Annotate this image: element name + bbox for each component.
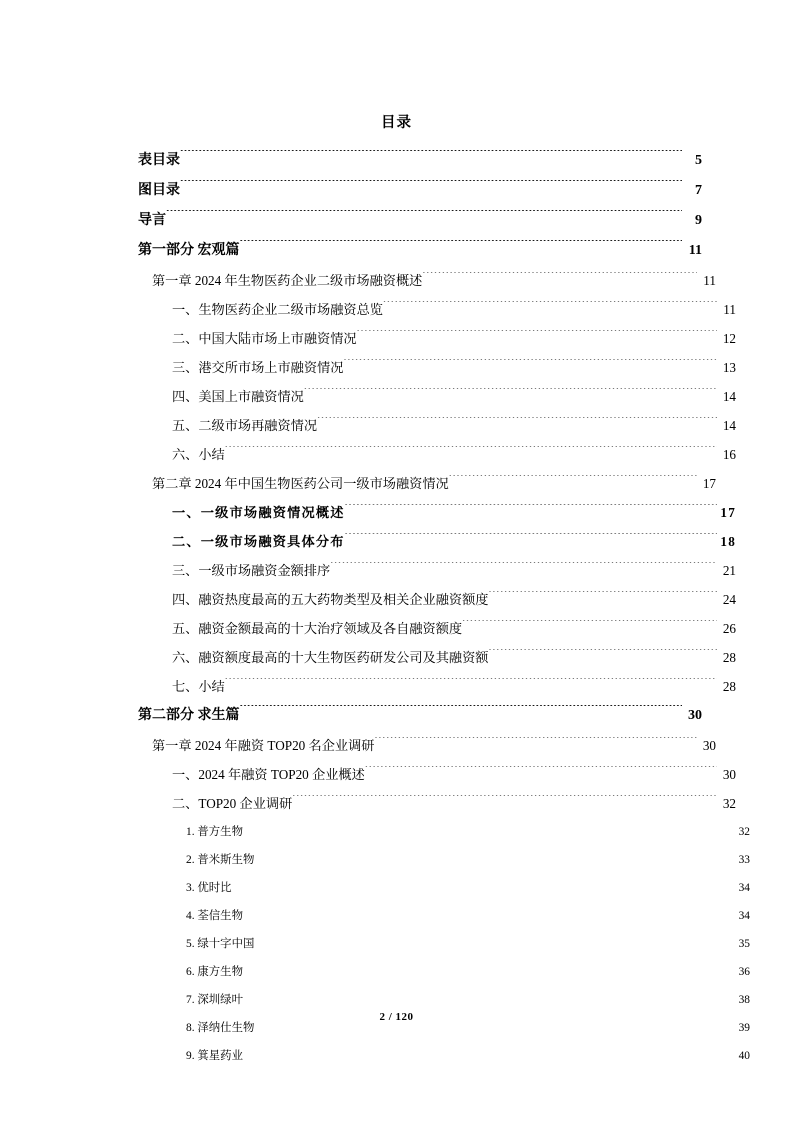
toc-entry-page-number: 28 (722, 679, 736, 694)
toc-entry-page-number: 33 (738, 854, 750, 866)
toc-dot-leader (489, 591, 718, 604)
toc-entry[interactable] (138, 701, 702, 731)
toc-entry-label: 第一部分 宏观篇 (138, 243, 240, 258)
toc-dot-leader (180, 150, 682, 164)
toc-entry-label: 8. 泽纳仕生物 (186, 1022, 255, 1034)
toc-entry-label: 图目录 (138, 183, 180, 198)
toc-entry-page-number: 32 (738, 826, 750, 838)
toc-entry[interactable] (172, 643, 736, 672)
toc-entry[interactable] (172, 440, 736, 469)
toc-entry-label: 六、融资额度最高的十大生物医药研发公司及其融资额 (172, 650, 489, 665)
toc-entry[interactable] (152, 266, 716, 295)
toc-entry-label: 3. 优时比 (186, 882, 232, 894)
page-footer: 2 / 120 (379, 1011, 414, 1023)
toc-entry[interactable] (186, 958, 750, 986)
toc-entry[interactable] (172, 527, 736, 556)
toc-dot-leader (383, 301, 717, 314)
toc-entry[interactable] (172, 411, 736, 440)
toc-entry-page-number: 9 (695, 213, 702, 228)
toc-entry-label: 四、融资热度最高的五大药物类型及相关企业融资额度 (172, 592, 489, 607)
toc-entry[interactable] (138, 176, 702, 206)
toc-dot-leader (166, 210, 682, 224)
toc-entry-page-number: 11 (688, 243, 702, 258)
toc-entry[interactable] (172, 353, 736, 382)
toc-entry-label: 第一章 2024 年融资 TOP20 名企业调研 (152, 738, 375, 753)
toc-entry-page-number: 30 (702, 738, 716, 753)
toc-dot-leader (254, 936, 734, 947)
toc-dot-leader (375, 737, 698, 750)
toc-dot-leader (317, 417, 717, 430)
toc-entry-page-number: 36 (738, 966, 750, 978)
toc-entry-page-number: 7 (695, 183, 702, 198)
toc-entry-label: 4. 荃信生物 (186, 910, 243, 922)
table-of-contents (138, 146, 750, 1070)
toc-entry[interactable] (186, 874, 750, 902)
toc-entry-label: 第二部分 求生篇 (138, 708, 240, 723)
toc-entry-label: 第二章 2024 年中国生物医药公司一级市场融资情况 (152, 476, 449, 491)
toc-entry[interactable] (172, 789, 736, 818)
toc-entry-label: 三、港交所市场上市融资情况 (172, 360, 344, 375)
toc-entry-label: 四、美国上市融资情况 (172, 389, 304, 404)
toc-entry-page-number: 24 (722, 592, 736, 607)
toc-entry-label: 二、中国大陆市场上市融资情况 (172, 331, 357, 346)
toc-entry-page-number: 5 (695, 153, 702, 168)
toc-dot-leader (489, 649, 718, 662)
toc-entry[interactable] (186, 818, 750, 846)
toc-entry[interactable] (186, 930, 750, 958)
toc-entry[interactable] (186, 902, 750, 930)
toc-entry-label: 二、一级市场融资具体分布 (172, 534, 345, 549)
toc-dot-leader (243, 1048, 734, 1059)
toc-entry-label: 一、一级市场融资情况概述 (172, 505, 345, 520)
toc-dot-leader (345, 504, 717, 517)
toc-dot-leader (243, 908, 734, 919)
toc-dot-leader (232, 880, 734, 891)
toc-entry[interactable] (186, 1042, 750, 1070)
toc-entry-page-number: 14 (722, 389, 736, 404)
toc-dot-leader (357, 330, 717, 343)
toc-entry[interactable] (172, 614, 736, 643)
toc-entry-page-number: 34 (738, 882, 750, 894)
toc-entry-page-number: 11 (723, 302, 736, 317)
toc-entry-label: 五、融资金额最高的十大治疗领域及各自融资额度 (172, 621, 463, 636)
toc-entry-label: 七、小结 (172, 679, 225, 694)
toc-entry-page-number: 35 (738, 938, 750, 950)
toc-entry-label: 一、2024 年融资 TOP20 企业概述 (172, 767, 365, 782)
toc-entry-label: 六、小结 (172, 447, 225, 462)
toc-entry[interactable] (172, 382, 736, 411)
toc-entry-page-number: 12 (722, 331, 736, 346)
toc-entry[interactable] (172, 585, 736, 614)
toc-entry[interactable] (152, 731, 716, 760)
toc-dot-leader (225, 446, 717, 459)
toc-dot-leader (449, 475, 697, 488)
toc-entry[interactable] (138, 206, 702, 236)
toc-dot-leader (243, 992, 734, 1003)
page-title: 目录 (381, 115, 412, 131)
toc-entry-page-number: 30 (688, 708, 702, 723)
toc-entry[interactable] (172, 672, 736, 701)
toc-dot-leader (422, 272, 697, 285)
toc-entry-page-number: 26 (722, 621, 736, 636)
toc-entry-label: 三、一级市场融资金额排序 (172, 563, 331, 578)
toc-entry-page-number: 28 (722, 650, 736, 665)
toc-entry[interactable] (186, 986, 750, 1014)
toc-dot-leader (225, 678, 717, 691)
toc-entry[interactable] (152, 469, 716, 498)
toc-entry-page-number: 39 (738, 1022, 750, 1034)
toc-entry-page-number: 30 (722, 767, 736, 782)
toc-entry-page-number: 34 (738, 910, 750, 922)
toc-entry[interactable] (172, 760, 736, 789)
toc-entry-label: 一、生物医药企业二级市场融资总览 (172, 302, 383, 317)
toc-entry-page-number: 40 (738, 1050, 750, 1062)
toc-entry-label: 二、TOP20 企业调研 (172, 796, 293, 811)
toc-entry-page-number: 21 (722, 563, 736, 578)
toc-entry-label: 7. 深圳绿叶 (186, 994, 243, 1006)
toc-entry-page-number: 18 (720, 534, 736, 549)
toc-entry-page-number: 17 (720, 505, 736, 520)
toc-dot-leader (304, 388, 717, 401)
toc-entry-page-number: 38 (738, 994, 750, 1006)
toc-dot-leader (330, 562, 717, 575)
toc-entry[interactable] (172, 498, 736, 527)
toc-entry-label: 1. 普方生物 (186, 826, 243, 838)
toc-dot-leader (345, 533, 717, 546)
toc-entry-label: 5. 绿十字中国 (186, 938, 255, 950)
toc-entry-page-number: 16 (722, 447, 736, 462)
toc-dot-leader (180, 180, 682, 194)
toc-entry-label: 2. 普米斯生物 (186, 854, 255, 866)
toc-entry[interactable] (138, 146, 702, 176)
toc-dot-leader (462, 620, 717, 633)
toc-entry-page-number: 17 (702, 476, 716, 491)
toc-entry[interactable] (138, 236, 702, 266)
toc-entry[interactable] (172, 556, 736, 585)
toc-dot-leader (243, 964, 734, 975)
toc-dot-leader (254, 852, 734, 863)
toc-dot-leader (292, 795, 717, 808)
toc-dot-leader (343, 359, 717, 372)
toc-entry-label: 五、二级市场再融资情况 (172, 418, 318, 433)
toc-entry-page-number: 14 (722, 418, 736, 433)
toc-dot-leader (243, 824, 734, 835)
toc-entry-page-number: 13 (722, 360, 736, 375)
toc-dot-leader (240, 240, 683, 254)
toc-entry-label: 表目录 (138, 153, 180, 168)
toc-entry[interactable] (172, 295, 736, 324)
toc-entry[interactable] (172, 324, 736, 353)
toc-entry-page-number: 32 (722, 796, 736, 811)
toc-entry[interactable] (186, 846, 750, 874)
toc-entry-label: 6. 康方生物 (186, 966, 243, 978)
toc-entry-page-number: 11 (703, 273, 716, 288)
toc-dot-leader (365, 766, 717, 779)
toc-entry-label: 9. 箕星药业 (186, 1050, 243, 1062)
toc-dot-leader (240, 705, 683, 719)
toc-entry-label: 导言 (138, 213, 166, 228)
toc-entry-label: 第一章 2024 年生物医药企业二级市场融资概述 (152, 273, 423, 288)
